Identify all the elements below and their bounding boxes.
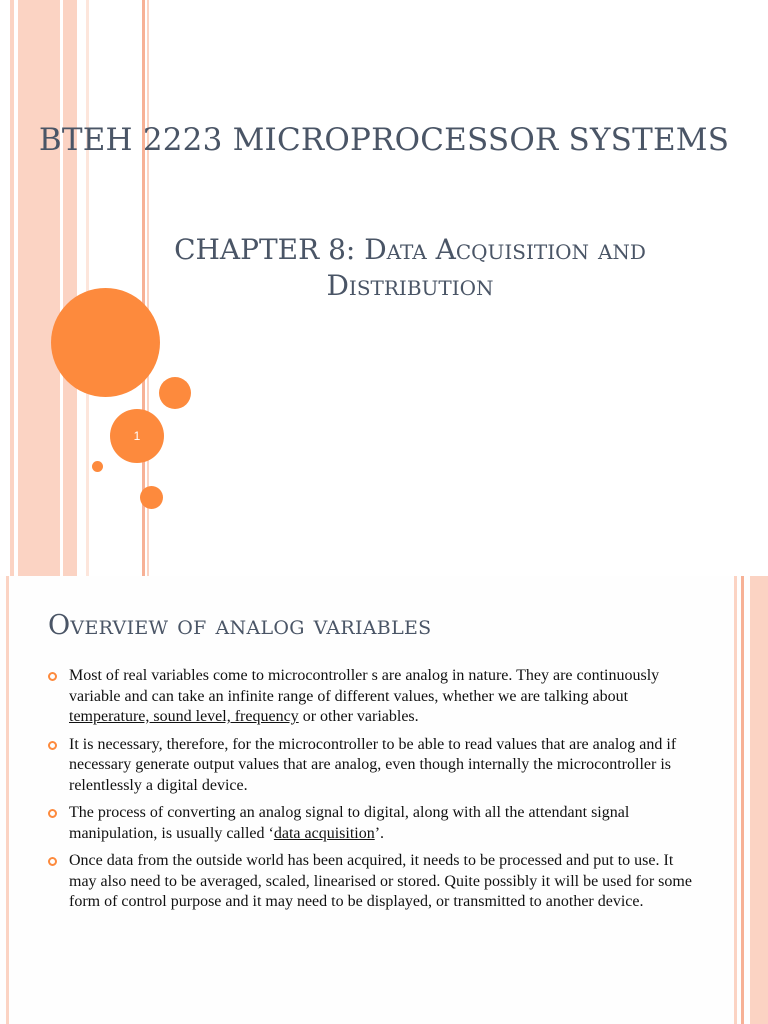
decor-stripe xyxy=(6,576,9,1024)
bullet-text: ’. xyxy=(374,824,385,842)
bullet-ring-icon xyxy=(48,809,57,818)
bullet-ring-icon xyxy=(48,857,57,866)
page-number: 1 xyxy=(133,429,141,443)
bullet-text: Most of real variables come to microcontroller s are analog in nature. They are continuously variable and can take an infinite range of different values, whether we are talking about xyxy=(69,667,660,705)
decor-stripe xyxy=(86,0,89,576)
bullet-text: or other variables. xyxy=(298,708,419,725)
bullet-item xyxy=(48,666,698,728)
slide-heading: Overview of analog variables xyxy=(48,610,432,641)
bullet-list xyxy=(48,666,698,920)
chapter-title-line2: Distribution xyxy=(326,269,494,302)
decor-stripe xyxy=(750,576,768,1024)
decor-circle-medium xyxy=(159,377,191,409)
underlined-link[interactable]: temperature, sound level, frequency xyxy=(69,708,299,725)
decor-circle-small xyxy=(140,486,163,509)
decor-stripe xyxy=(734,576,737,1024)
bullet-text: It is necessary, therefore, for the microcontroller to be able to read values that are analog and if necessary generate output values that are analog, even though internally the microcontroller is relentlessly a digital device. xyxy=(69,735,677,794)
bullet-item xyxy=(48,851,698,913)
bullet-item xyxy=(48,803,698,844)
bullet-text: The process of converting an analog signal to digital, along with all the attendant signal manipulation, is usually called ‘ xyxy=(69,804,630,842)
bullet-text: Once data from the outside world has been acquired, it needs to be processed and put to use. It may also need to be averaged, scaled, linearised or stored. Quite possibly it will be used for some form of control purpose and it may need to be displayed, or transmitted to another device. xyxy=(69,852,692,910)
chapter-title xyxy=(110,232,710,304)
course-title: BTEH 2223 MICROPROCESSOR SYSTEMS xyxy=(38,122,730,158)
decor-circle-large xyxy=(51,288,160,397)
decor-circle-small xyxy=(92,461,103,472)
decor-stripe xyxy=(10,0,14,576)
content-slide xyxy=(0,576,768,1024)
chapter-title-line1: Data Acquisition and xyxy=(364,233,646,266)
bullet-item xyxy=(48,735,698,797)
bullet-ring-icon xyxy=(48,741,57,750)
decor-stripe xyxy=(741,576,744,1024)
underlined-link[interactable]: data acquisition xyxy=(273,824,375,842)
decor-stripe xyxy=(18,0,60,576)
chapter-number: CHAPTER 8: xyxy=(174,233,365,266)
page-number-badge xyxy=(110,409,164,463)
decor-stripe xyxy=(63,0,77,576)
bullet-ring-icon xyxy=(48,672,57,681)
